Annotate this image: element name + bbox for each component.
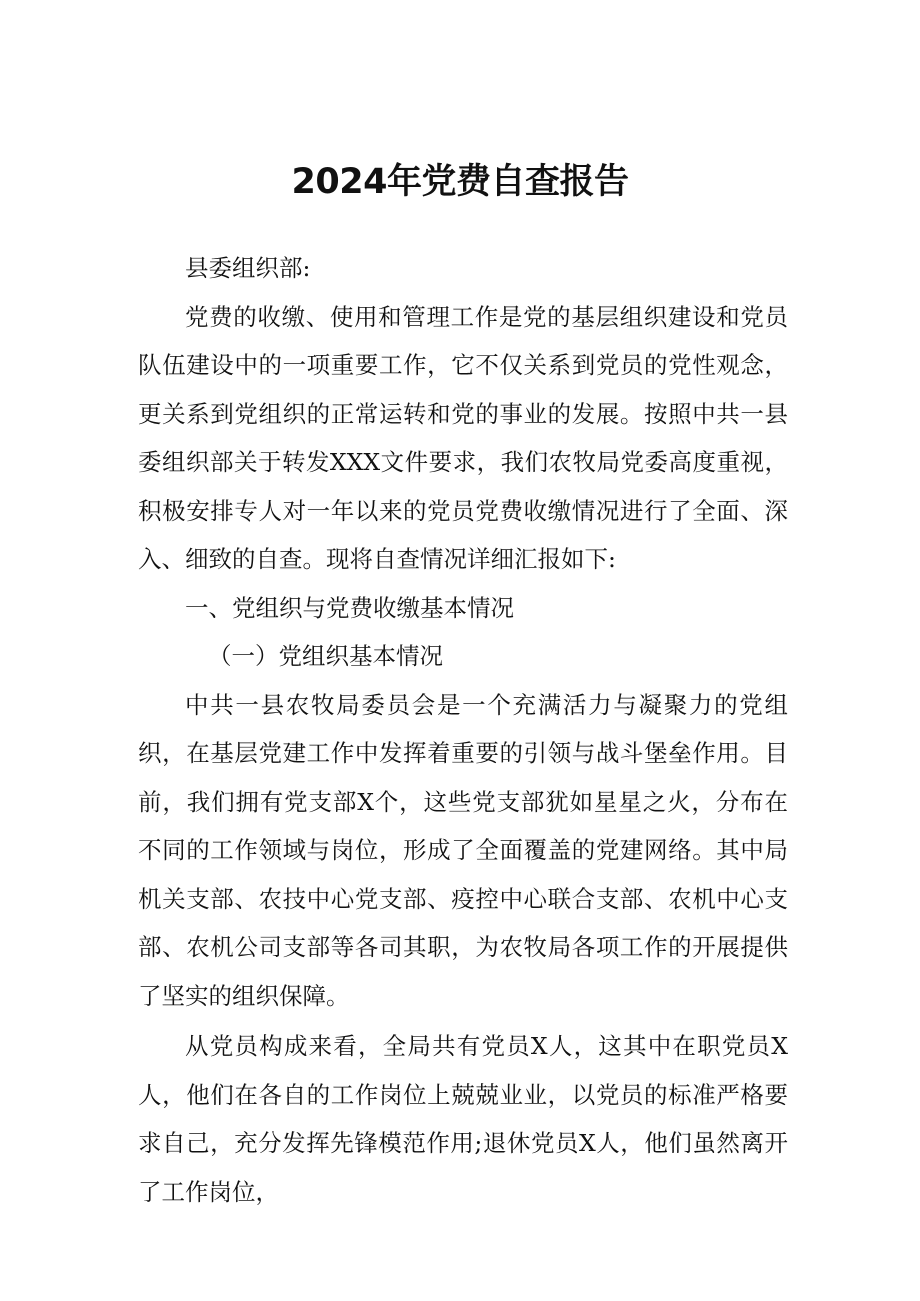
salutation: 县委组织部: (185, 254, 311, 282)
subsection-heading-1: （一）党组织基本情况 (208, 642, 443, 670)
paragraph-org-overview: 中共一县农牧局委员会是一个充满活力与凝聚力的党组织，在基层党建工作中发挥着重要的引领与战斗堡垒作用。目前，我们拥有党支部X个，这些党支部犹如星星之火，分布在不同的工作领域与岗位，形成了全面覆盖的党建网络。其中局机关支部、农技中心党支部、疫控中心联合支部、农机中心支部、农机公司支部等各司其职，为农牧局各项工作的开展提供了坚实的组织保障。 (138, 690, 788, 1010)
document-body (138, 244, 788, 1216)
paragraph-member-composition: 从党员构成来看，全局共有党员X人，这其中在职党员X人，他们在各自的工作岗位上兢兢业业，以党员的标准严格要求自己，充分发挥先锋模范作用;退休党员X人，他们虽然离开了工作岗位， (138, 1032, 788, 1206)
paragraph-intro: 党费的收缴、使用和管理工作是党的基层组织建设和党员队伍建设中的一项重要工作，它不仅关系到党员的党性观念，更关系到党组织的正常运转和党的事业的发展。按照中共一县委组织部关于转发XXX文件要求，我们农牧局党委高度重视，积极安排专人对一年以来的党员党费收缴情况进行了全面、深入、细致的自查。现将自查情况详细汇报如下: (138, 302, 788, 573)
section-heading-1: 一、党组织与党费收缴基本情况 (185, 593, 514, 622)
document-title: 2024年党费自查报告 (291, 162, 629, 202)
